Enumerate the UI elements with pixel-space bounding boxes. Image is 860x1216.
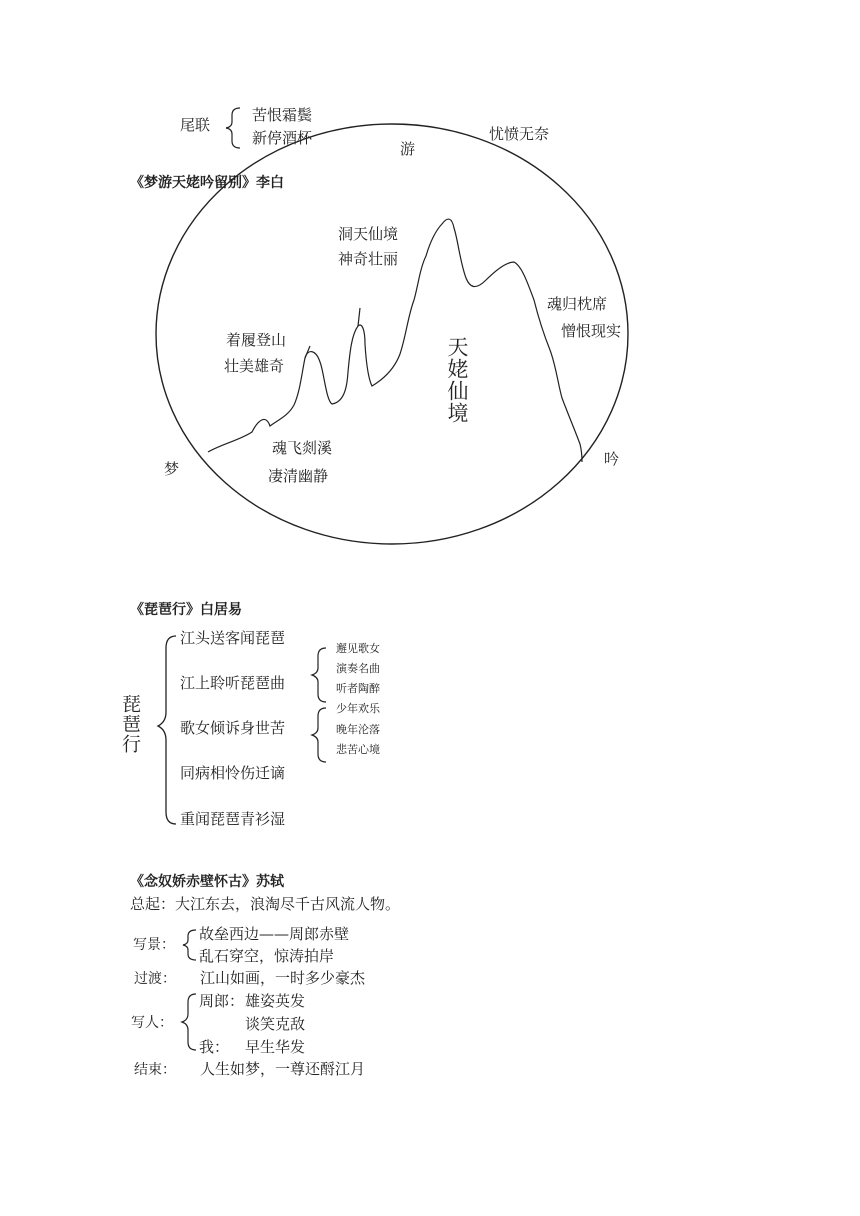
pipa-sub1-3: 听者陶醉 — [336, 682, 380, 695]
pipa-sub2-2: 晚年沦落 — [336, 723, 380, 736]
hungui-line-1: 魂归枕席 — [547, 295, 608, 313]
zaosheng-line: 早生华发 — [245, 1038, 306, 1056]
dongtian-line-2: 神奇壮丽 — [338, 250, 399, 268]
wo-label: 我： — [199, 1038, 230, 1056]
weilian-line-1: 苦恨霜鬓 — [252, 106, 313, 124]
youfen-text: 忧愤无奈 — [489, 125, 550, 143]
zongqi-line: 总起：大江东去，浪淘尽千古风流人物。 — [130, 895, 401, 913]
pipa-title: 《琵琶行》白居易 — [130, 602, 242, 618]
tianmu-center: 天姥仙境 — [445, 336, 469, 424]
pipa-main-brace — [158, 636, 176, 824]
pipa-sub-brace-1 — [312, 648, 326, 702]
weilian-line-2: 新停酒杯 — [252, 129, 313, 147]
xieren-brace — [182, 994, 196, 1050]
pipa-side-label: 琵琶行 — [119, 694, 141, 754]
pipa-item-4: 同病相怜伤迁谪 — [180, 764, 286, 782]
yin-char: 吟 — [604, 450, 620, 468]
dongtian-line-1: 洞天仙境 — [338, 225, 399, 243]
guodu-line: 江山如画，一时多少豪杰 — [200, 969, 366, 987]
jieshu-label: 结束： — [134, 1062, 176, 1078]
pipa-item-1: 江头送客闻琵琶 — [180, 629, 286, 647]
niannu-title: 《念奴娇赤壁怀古》苏轼 — [130, 874, 284, 890]
pipa-item-5: 重闻琵琶青衫湿 — [180, 810, 286, 828]
weilian-brace — [226, 108, 240, 148]
jieshu-line: 人生如梦，一尊还酹江月 — [200, 1060, 366, 1078]
zhuolv-line-1: 着履登山 — [226, 331, 287, 349]
hunfei-line-2: 凄清幽静 — [268, 467, 329, 485]
zhuolv-line-2: 壮美雄奇 — [224, 357, 285, 375]
xiejing-brace — [183, 930, 196, 960]
you-char: 游 — [400, 140, 416, 158]
xiejing-label: 写景： — [133, 937, 175, 953]
mengyou-title: 《梦游天姥吟留别》李白 — [130, 175, 284, 191]
pipa-sub1-2: 演奏名曲 — [336, 662, 380, 675]
xiejing-line-2: 乱石穿空，惊涛拍岸 — [199, 947, 335, 965]
pipa-sub-brace-2 — [312, 708, 326, 762]
xiongzi-line: 雄姿英发 — [245, 992, 306, 1010]
tanxiao-line: 谈笑克敌 — [245, 1015, 306, 1033]
pipa-item-3: 歌女倾诉身世苦 — [180, 719, 286, 737]
guodu-label: 过渡： — [134, 971, 176, 987]
peak-tick-2 — [358, 308, 360, 326]
pipa-sub1-1: 邂见歌女 — [336, 642, 380, 655]
zhoulang-label: 周郎： — [199, 992, 245, 1010]
pipa-sub2-3: 悲苦心境 — [336, 743, 380, 756]
hungui-line-2: 憎恨现实 — [561, 322, 622, 340]
xieren-label: 写人： — [131, 1015, 173, 1031]
pipa-sub2-1: 少年欢乐 — [336, 702, 380, 715]
meng-char: 梦 — [164, 460, 180, 478]
hunfei-line-1: 魂飞剡溪 — [272, 439, 333, 457]
pipa-item-2: 江上聆听琵琶曲 — [180, 674, 286, 692]
xiejing-line-1: 故垒西边——周郎赤壁 — [199, 925, 350, 943]
weilian-label: 尾联 — [180, 116, 211, 134]
